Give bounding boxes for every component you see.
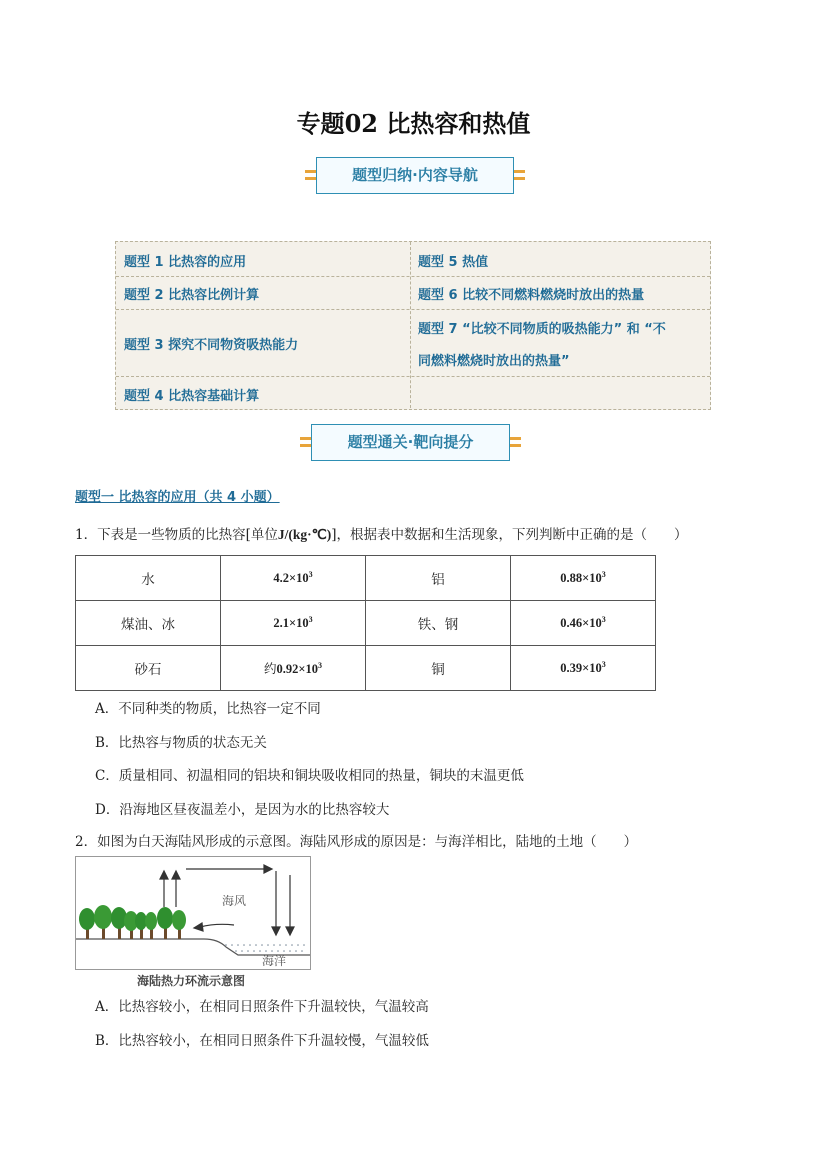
substance-cell: 水 bbox=[76, 556, 221, 601]
value-cell: 约$0.92\times 10^3$ bbox=[221, 646, 366, 691]
value-cell: $2.1\times 10^3$ bbox=[221, 601, 366, 646]
sea-breeze-diagram bbox=[76, 857, 310, 969]
substance-cell: 铜 bbox=[366, 646, 511, 691]
topic-navigation-table bbox=[115, 241, 711, 410]
question-2-stem: 2．如图为白天海陆风形成的示意图。海陆风形成的原因是：与海洋相比，陆地的土地（ ） bbox=[75, 834, 638, 850]
tree-icon bbox=[79, 905, 186, 939]
value-cell: $0.88\times 10^3$ bbox=[511, 556, 656, 601]
option-c[interactable]: C．质量相同、初温相同的铝块和铜块吸收相同的热量，铜块的末温更低 bbox=[95, 768, 524, 784]
option-d[interactable]: D．沿海地区昼夜温差小，是因为水的比热容较大 bbox=[95, 802, 390, 818]
nav-item-topic-5[interactable]: 题型 5 热值 bbox=[418, 255, 489, 270]
nav-item-topic-7[interactable]: 题型 7 “比较不同物质的吸热能力” 和 “不 bbox=[418, 322, 666, 337]
table-row bbox=[76, 556, 656, 601]
substance-cell: 铝 bbox=[366, 556, 511, 601]
nav-item-topic-1[interactable]: 题型 1 比热容的应用 bbox=[124, 255, 247, 270]
value-cell: $4.2\times 10^3$ bbox=[221, 556, 366, 601]
unit-label: J/(kg·℃) bbox=[277, 527, 332, 542]
wind-label: 海风 bbox=[222, 894, 247, 908]
page-title: 专题02 比热容和热值 bbox=[296, 109, 531, 138]
section-heading[interactable]: 题型一 比热容的应用（共 4 小题） bbox=[75, 490, 280, 505]
nav-item-topic-3[interactable]: 题型 3 探究不同物资吸热能力 bbox=[124, 338, 299, 353]
substance-cell: 煤油、冰 bbox=[76, 601, 221, 646]
question-1-stem-part: ]，根据表中数据和生活现象，下列判断中正确的是（ ） bbox=[331, 527, 688, 543]
value-cell: $0.39\times 10^3$ bbox=[511, 646, 656, 691]
option-b[interactable]: B．比热容较小，在相同日照条件下升温较慢，气温较低 bbox=[95, 1033, 429, 1049]
sea-label: 海洋 bbox=[262, 954, 287, 968]
substance-cell: 砂石 bbox=[76, 646, 221, 691]
option-b[interactable]: B．比热容与物质的状态无关 bbox=[95, 735, 267, 751]
practice-banner: 题型通关·靶向提分 bbox=[311, 424, 510, 461]
value-cell: $0.46\times 10^3$ bbox=[511, 601, 656, 646]
nav-item-topic-2[interactable]: 题型 2 比热容比例计算 bbox=[124, 288, 260, 303]
option-a[interactable]: A．比热容较小，在相同日照条件下升温较快，气温较高 bbox=[95, 999, 429, 1015]
figure-caption: 海陆热力环流示意图 bbox=[137, 974, 246, 988]
option-a[interactable]: A．不同种类的物质，比热容一定不同 bbox=[95, 701, 321, 717]
sea-breeze-figure bbox=[75, 856, 311, 970]
nav-item-topic-6[interactable]: 题型 6 比较不同燃料燃烧时放出的热量 bbox=[418, 288, 645, 303]
table-row bbox=[76, 646, 656, 691]
question-1-stem bbox=[75, 523, 688, 543]
substance-cell: 铁、钢 bbox=[366, 601, 511, 646]
table-row bbox=[76, 601, 656, 646]
nav-item-topic-4[interactable]: 题型 4 比热容基础计算 bbox=[124, 389, 260, 404]
nav-banner: 题型归纳·内容导航 bbox=[316, 157, 514, 194]
specific-heat-table bbox=[75, 555, 656, 691]
nav-item-topic-7-cont[interactable]: 同燃料燃烧时放出的热量” bbox=[418, 354, 570, 369]
question-1-stem-part: 1．下表是一些物质的比热容[单位 bbox=[75, 527, 278, 543]
